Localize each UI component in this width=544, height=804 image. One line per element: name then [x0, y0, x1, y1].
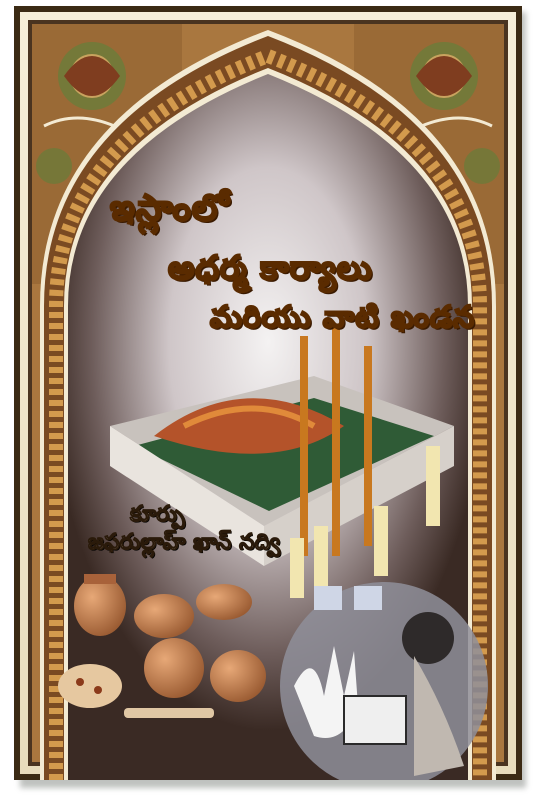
- title-line-1: ఇస్లాంలో: [110, 188, 230, 229]
- book-cover: [14, 6, 522, 780]
- author-name: జఫరుల్లాహ్ ఖాన్ నద్వి: [88, 530, 281, 555]
- author-label: కూర్పు: [130, 502, 185, 527]
- title-line-2: అధర్మ కార్యాలు: [168, 248, 373, 287]
- title-line-3: మరియు వాటి ఖండన: [210, 300, 476, 335]
